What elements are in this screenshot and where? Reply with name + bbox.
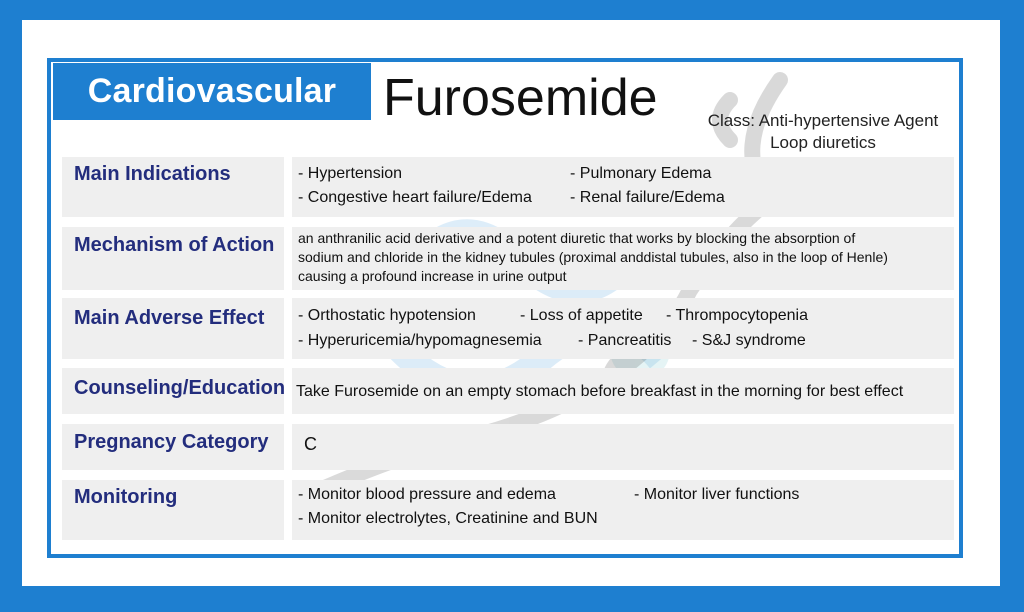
list-item: - Hypertension — [298, 165, 403, 182]
list-item: - S&J syndrome — [692, 332, 806, 349]
label-text: Monitoring — [74, 486, 178, 508]
content-adverse-effect — [292, 298, 954, 359]
label-text: Mechanism of Action — [74, 234, 275, 256]
list-item: - Loss of appetite — [520, 307, 643, 324]
content-main-indications — [292, 157, 954, 217]
label-text: Counseling/Education — [74, 377, 286, 399]
label-main-indications — [62, 157, 284, 217]
category-badge: Cardiovascular — [53, 63, 371, 120]
content-counseling — [292, 368, 954, 414]
label-text: Main Adverse Effect — [74, 307, 265, 329]
label-text: Pregnancy Category — [74, 431, 269, 453]
list-item: - Congestive heart failure/Edema — [298, 189, 532, 206]
content-monitoring — [292, 480, 954, 540]
content-mechanism — [292, 227, 954, 290]
list-item: - Orthostatic hypotension — [298, 307, 476, 324]
list-item: - Thrompocytopenia — [666, 307, 808, 324]
pregnancy-value: C — [304, 434, 317, 454]
list-item: - Monitor liver functions — [634, 486, 800, 503]
list-item: - Monitor blood pressure and edema — [298, 486, 556, 503]
text-line: sodium and chloride in the kidney tubules (proximal anddistal tubules, also in the loop of Henle) — [298, 249, 888, 265]
list-item: - Hyperuricemia/hypomagnesemia — [298, 332, 542, 349]
drug-class — [690, 110, 956, 154]
list-item: - Monitor electrolytes, Creatinine and BUN — [298, 510, 598, 527]
text-line: Take Furosemide on an empty stomach before breakfast in the morning for best effect — [296, 383, 904, 400]
class-line-1: Class: Anti-hypertensive Agent — [707, 111, 939, 130]
class-line-2: Loop diuretics — [770, 133, 876, 152]
content-pregnancy — [292, 424, 954, 470]
label-pregnancy — [62, 424, 284, 470]
text-line: an anthranilic acid derivative and a potent diuretic that works by blocking the absorption of — [298, 230, 856, 246]
label-counseling — [62, 368, 284, 414]
label-text: Main Indications — [74, 163, 231, 185]
list-item: - Pulmonary Edema — [570, 165, 712, 182]
label-adverse-effect — [62, 298, 284, 359]
label-monitoring — [62, 480, 284, 540]
list-item: - Pancreatitis — [578, 332, 672, 349]
list-item: - Renal failure/Edema — [570, 189, 725, 206]
text-line: causing a profound increase in urine output — [298, 268, 567, 284]
label-mechanism — [62, 227, 284, 290]
drug-title: Furosemide — [383, 69, 658, 127]
